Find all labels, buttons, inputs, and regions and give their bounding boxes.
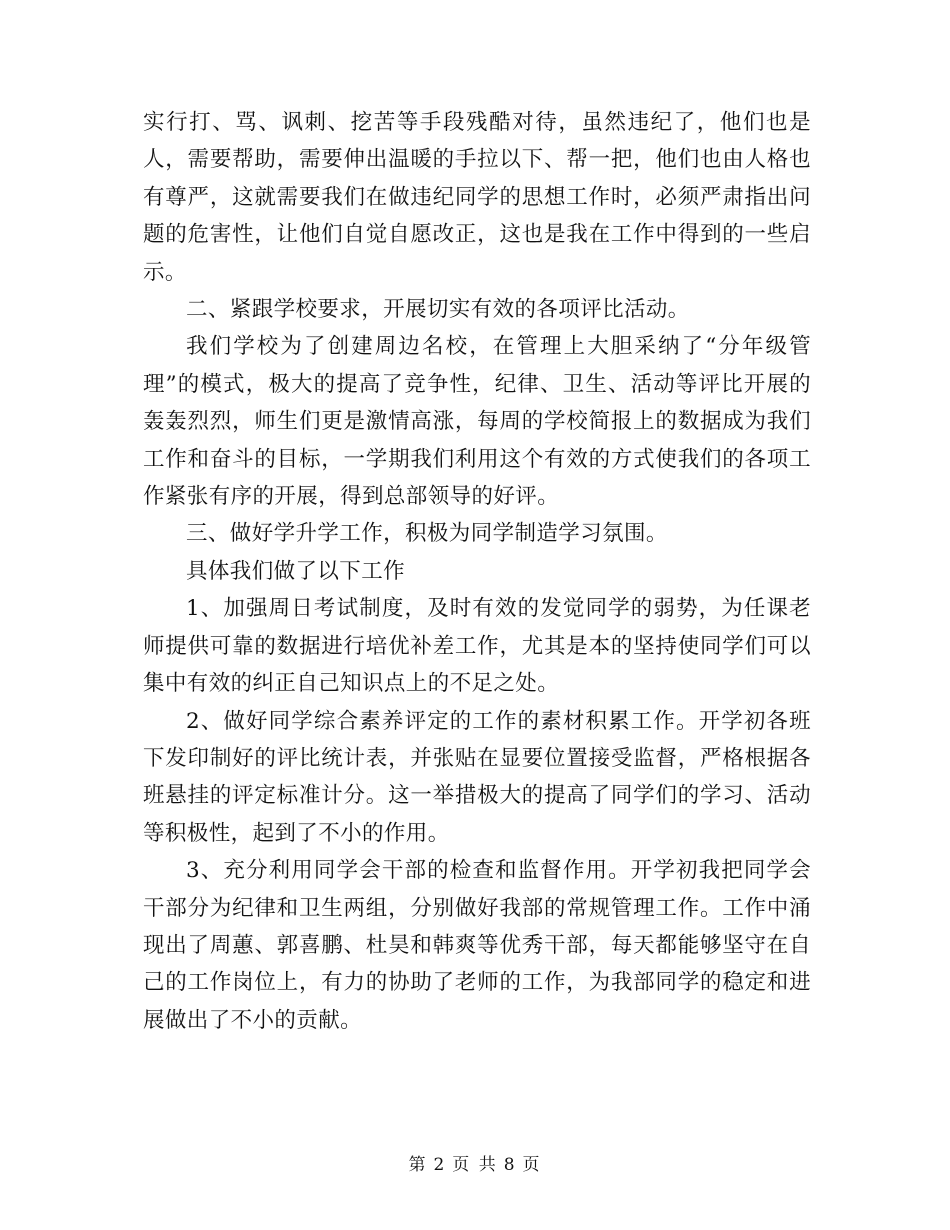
paragraph-continuation: 实行打、骂、讽刺、挖苦等手段残酷对待，虽然违纪了，他们也是人，需要帮助，需要伸出温暖的手拉以下、帮一把，他们也由人格也有尊严，这就需要我们在做违纪同学的思想工作时，必须严肃指出问题的危害性，让他们自觉自愿改正，这也是我在工作中得到的一些启示。 bbox=[143, 110, 811, 285]
page-footer bbox=[0, 1150, 950, 1175]
footer-middle: 页 共 bbox=[452, 1155, 498, 1175]
footer-total-pages: 8 bbox=[503, 1155, 517, 1175]
document-body bbox=[143, 104, 811, 1039]
footer-page-number: 2 bbox=[433, 1155, 447, 1175]
list-item-1: 1、加强周日考试制度，及时有效的发觉同学的弱势，为任课老师提供可靠的数据进行培优补差工作，尤其是本的坚持使同学们可以集中有效的纠正自己知识点上的不足之处。 bbox=[143, 596, 811, 697]
paragraph-intro: 具体我们做了以下工作 bbox=[186, 558, 406, 584]
list-item-3: 3、充分利用同学会干部的检查和监督作用。开学初我把同学会干部分为纪律和卫生两组，分别做好我部的常规管理工作。工作中涌现出了周蕙、郭喜鹏、杜昊和韩爽等优秀干部，每天都能够坚守在自己的工作岗位上，有力的协助了老师的工作，为我部同学的稳定和进展做出了不小的贡献。 bbox=[143, 858, 811, 1033]
section-heading-2: 二、紧跟学校要求，开展切实有效的各项评比活动。 bbox=[186, 297, 690, 323]
footer-suffix: 页 bbox=[522, 1155, 542, 1175]
section-heading-3: 三、做好学升学工作，积极为同学制造学习氛围。 bbox=[186, 521, 668, 547]
footer-prefix: 第 bbox=[408, 1155, 428, 1175]
paragraph-evaluation: 我们学校为了创建周边名校，在管理上大胆采纳了“分年级管理”的模式，极大的提高了竞争性，纪律、卫生、活动等评比开展的轰轰烈烈，师生们更是激情高涨，每周的学校简报上的数据成为我们工作和奋斗的目标，一学期我们利用这个有效的方式使我们的各项工作紧张有序的开展，得到总部领导的好评。 bbox=[143, 334, 811, 510]
list-item-2: 2、做好同学综合素养评定的工作的素材积累工作。开学初各班下发印制好的评比统计表，并张贴在显要位置接受监督，严格根据各班悬挂的评定标准计分。这一举措极大的提高了同学们的学习、活动等积极性，起到了不小的作用。 bbox=[143, 708, 811, 846]
